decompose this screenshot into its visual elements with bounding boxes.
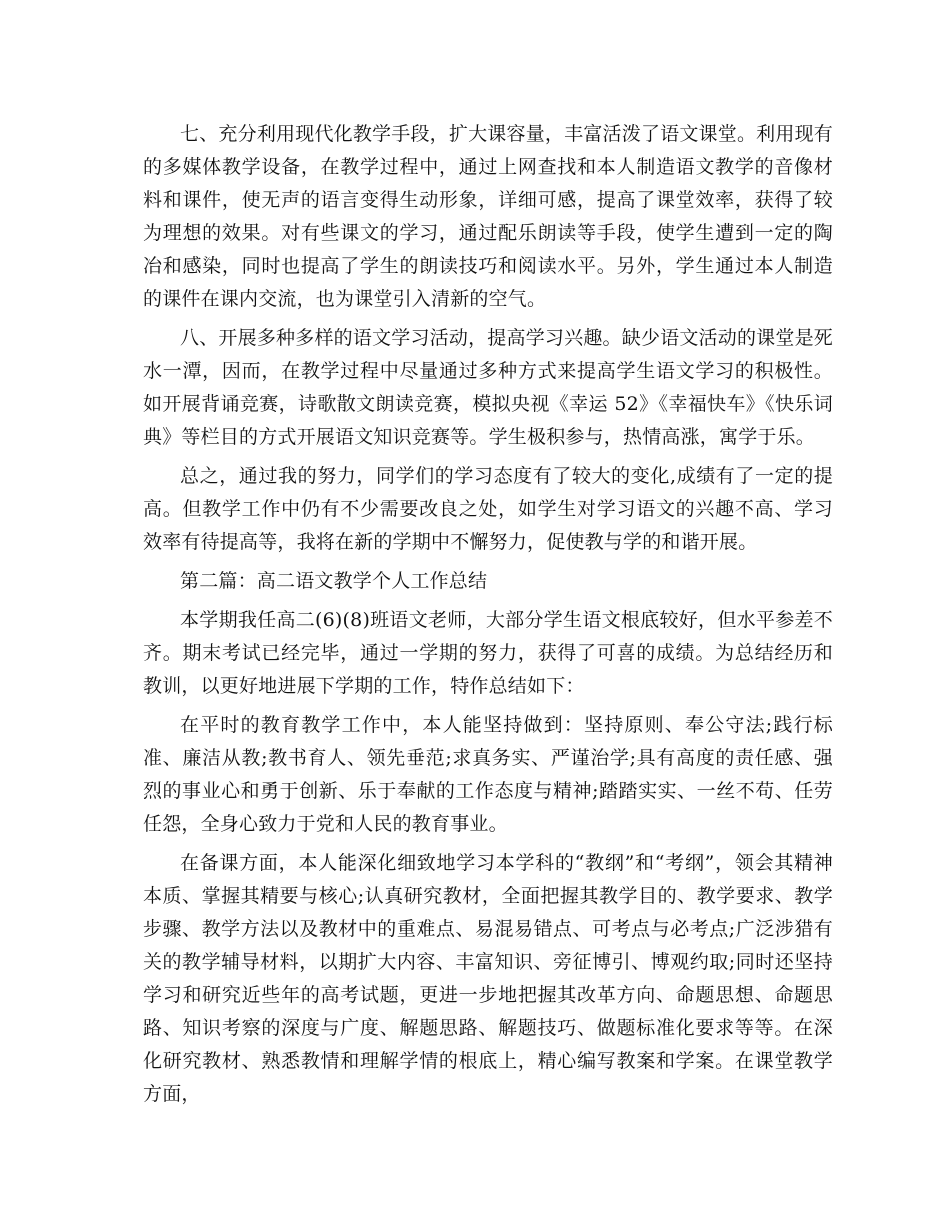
paragraph-8-activities: 八、开展多种多样的语文学习活动，提高学习兴趣。缺少语文活动的课堂是死水一潭，因而，在教学过程中尽量通过多种方式来提高学生语文学习的积极性。如开展背诵竞赛，诗歌散文朗读竞赛，模拟央视《幸运 52》《幸福快车》《快乐词典》等栏目的方式开展语文知识竞赛等。学生极积参与，热情高涨，寓学于乐。 <box>143 327 833 448</box>
paragraph-conclusion: 总之，通过我的努力，同学们的学习态度有了较大的变化,成绩有了一定的提高。但教学工作中仍有不少需要改良之处，如学生对学习语文的兴趣不高、学习效率有待提高等，我将在新的学期中不懈努力，促使教与学的和谐开展。 <box>143 465 833 553</box>
paragraph-lesson-prep: 在备课方面，本人能深化细致地学习本学科的“教纲”和“考纲”，领会其精神本质、掌握其精要与核心;认真研究教材，全面把握其教学目的、教学要求、教学步骤、教学方法以及教材中的重难点、易混易错点、可考点与必考点;广泛涉猎有关的教学辅导材料，以期扩大内容、丰富知识、旁征博引、博观约取;同时还坚持学习和研究近些年的高考试题，更进一步地把握其改革方向、命题思想、命题思路、知识考察的深度与广度、解题思路、解题技巧、做题标准化要求等等。在深化研究教材、熟悉教情和理解学情的根底上，精心编写教案和学案。在课堂教学方面， <box>143 852 833 1105</box>
paragraph-7-multimedia: 七、充分利用现代化教学手段，扩大课容量，丰富活泼了语文课堂。利用现有的多媒体教学设备，在教学过程中，通过上网查找和本人制造语文教学的音像材料和课件，使无声的语言变得生动形象，详细可感，提高了课堂效率，获得了较为理想的效果。对有些课文的学习，通过配乐朗读等手段，使学生遭到一定的陶冶和感染，同时也提高了学生的朗读技巧和阅读水平。另外，学生通过本人制造的课件在课内交流，也为课堂引入清新的空气。 <box>143 123 833 310</box>
section-heading-part-two: 第二篇：高二语文教学个人工作总结 <box>180 570 488 592</box>
document-body <box>143 118 833 1117</box>
paragraph-daily-work: 在平时的教育教学工作中，本人能坚持做到：坚持原则、奉公守法;践行标准、廉洁从教;教书育人、领先垂范;求真务实、严谨治学;具有高度的责任感、强烈的事业心和勇于创新、乐于奉献的工作态度与精神;踏踏实实、一丝不苟、任劳任怨，全身心致力于党和人民的教育事业。 <box>143 714 833 835</box>
paragraph-intro: 本学期我任高二(6)(8)班语文老师，大部分学生语文根底较好，但水平参差不齐。期末考试已经完毕，通过一学期的努力，获得了可喜的成绩。为总结经历和教训，以更好地进展下学期的工作，特作总结如下： <box>143 609 833 697</box>
